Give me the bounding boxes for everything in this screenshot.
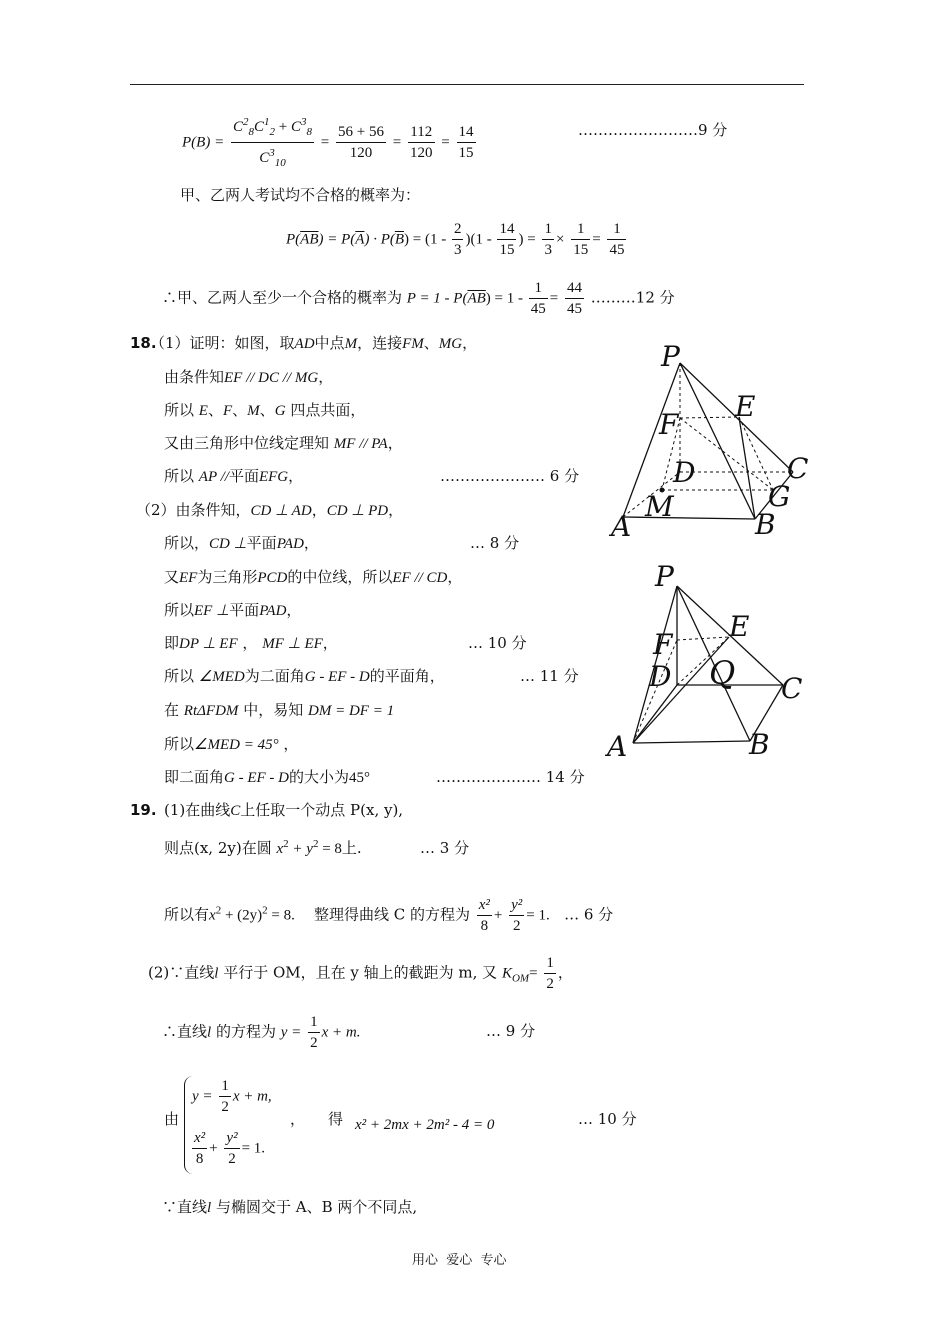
edge2-FE <box>677 637 729 640</box>
edge-FE <box>680 417 739 418</box>
q18-line-5: 所以 AP //平面EFG， <box>164 467 304 485</box>
q19-line-6-comma: ， <box>290 1110 306 1128</box>
q19-line-3: 所以有$x^2 + (2y)^2 = 8$. 整理得曲线 C 的方程为 $\frac{\text{x²}}{8}$ + $\frac{\text{y²}}{2}$ = 1. … 6 分 <box>164 897 614 934</box>
label2-Q: Q <box>709 654 736 692</box>
q19-line-2: 则点(x, 2y)在圆 $x^2 + y^2 = 8$上. <box>164 838 362 857</box>
q19-line-6-de: 得 <box>328 1110 344 1128</box>
q18-line-11: 所以 ∠MED为二面角G - EF - D的平面角， <box>164 667 445 685</box>
pb-fraction-3: $\frac{112}{120}$ <box>410 124 433 161</box>
pb-lhs: P(B) = <box>182 134 225 151</box>
pb-equation <box>182 112 478 173</box>
footer-text: 用心 爱心 专心 <box>412 1253 507 1268</box>
label-D: D <box>673 456 696 489</box>
q19-line-6-you: 由 <box>164 1110 180 1128</box>
pb-score: ……………………9 分 <box>578 121 728 139</box>
system-eq-1-frac: $\frac{1}{2}$ <box>221 1078 229 1115</box>
q18-line-12: 在 RtΔFDM 中，易知 DM = DF = 1 <box>164 701 395 719</box>
label2-E: E <box>729 610 750 643</box>
label-M: M <box>645 490 674 523</box>
both-fail-equation: $P(\overline{AB}) = P(\overline{A}) \cdot P(\overline{B}) = (1$ - $\frac{2}{3}$ )(1 - $\frac{14}{15}$ ) = $\frac{1}{3}$ × $\frac{1}{15}$ = $\frac{1}{45}$ <box>286 221 625 258</box>
header-rule <box>130 84 804 85</box>
q18-score-8: … 8 分 <box>470 534 520 552</box>
system-eq-2-frac-1: $\frac{\text{x²}}{8}$ <box>194 1130 206 1167</box>
figure-1-pyramid <box>605 336 820 546</box>
system-eq-2: $\frac{\text{x²}}{8}$ + $\frac{\text{y²}}{2}$ = 1. <box>194 1130 266 1167</box>
q19-l5-frac: $\frac{1}{2}$ <box>310 1014 318 1051</box>
both-fail-text: 甲、乙两人考试均不合格的概率为： <box>180 186 421 204</box>
q18-line-1: （1）证明：如图，取AD中点M，连接FM、MG， <box>150 334 478 352</box>
q18-line-10: 即DP ⊥ EF ， MF ⊥ EF， <box>164 634 338 652</box>
q18-score-10: … 10 分 <box>468 634 527 652</box>
figure-2-pyramid <box>605 560 820 765</box>
q18-line-6: （2）由条件知，CD ⊥ AD，CD ⊥ PD， <box>136 501 404 519</box>
q18-line-8: 又EF为三角形PCD的中位线，所以EF // CD， <box>164 568 463 586</box>
q19-score-3: … 3 分 <box>420 839 470 857</box>
edge-PB <box>680 363 755 519</box>
label2-P: P <box>655 560 674 593</box>
q19-number: 19. <box>130 801 157 819</box>
both-fail-frac-3: $\frac{1}{3}$ <box>544 221 552 258</box>
label-G: G <box>768 480 791 513</box>
pb-eq1: = <box>320 134 330 151</box>
q18-line-13: 所以∠MED = 45° ， <box>164 735 299 753</box>
q19-score-10: … 10 分 <box>578 1110 637 1128</box>
at-least-one-frac-1: $\frac{1}{45}$ <box>530 280 546 317</box>
label-F: F <box>659 408 679 441</box>
q18-score-6: ………………… 6 分 <box>440 467 580 485</box>
edge2-AB <box>633 741 750 743</box>
q18-number: 18. <box>130 334 157 352</box>
q19-line-1: (1)在曲线C上任取一个动点 P(x, y), <box>164 801 404 819</box>
at-least-one-line: ∴甲、乙两人至少一个合格的概率为 $P = 1 - P(\overline{AB}) = 1$ - $\frac{1}{45}$ = $\frac{44}{45}$ ………12 分 <box>162 280 675 317</box>
q19-line-4: (2)∵直线l 平行于 OM，且在 y 轴上的截距为 m, 又 $K_{OM}=$ $\frac{1}{2}$ ， <box>148 955 573 992</box>
q18-line-9: 所以EF ⊥平面PAD， <box>164 601 302 619</box>
both-fail-frac-1: $\frac{2}{3}$ <box>453 221 462 258</box>
pb-eq3: = <box>441 134 450 151</box>
system-eq-2-frac-2: $\frac{\text{y²}}{2}$ <box>226 1130 238 1167</box>
at-least-one-frac-2: $\frac{44}{45}$ <box>567 280 582 317</box>
pb-fraction-4: $\frac{14}{15}$ <box>458 124 474 161</box>
both-fail-frac-2: $\frac{14}{15}$ <box>499 221 515 258</box>
q18-line-2: 由条件知EF // DC // MG， <box>164 368 334 386</box>
q18-line-7: 所以，CD ⊥平面PAD， <box>164 534 319 552</box>
q19-line-6-result: x² + 2mx + 2m² - 4 = 0 <box>355 1117 495 1133</box>
q19-l4-frac: $\frac{1}{2}$ <box>546 955 554 992</box>
pb-fraction-1 <box>231 112 314 173</box>
pb-fraction-2: $\frac{56 + 56}{120}$ <box>338 124 384 161</box>
pb-fraction-1-den: $C^3_{10}$ <box>259 147 286 169</box>
label-B: B <box>755 508 776 541</box>
pb-eq2: = <box>392 134 402 151</box>
label2-F: F <box>653 628 673 661</box>
label-E: E <box>735 390 756 423</box>
edge2-AD <box>633 685 677 743</box>
q18-line-4: 又由三角形中位线定理知 MF // PA， <box>164 434 403 452</box>
label2-D: D <box>649 660 672 693</box>
q19-l3-frac-2: $\frac{\text{y²}}{2}$ <box>511 897 523 934</box>
q18-score-14: ………………… 14 分 <box>436 768 585 786</box>
q19-line-7: ∵直线l 与椭圆交于 A、B 两个不同点, <box>162 1198 418 1216</box>
both-fail-frac-4: $\frac{1}{15}$ <box>573 221 589 258</box>
q19-l3-frac-1: $\frac{\text{x²}}{8}$ <box>478 897 490 934</box>
both-fail-frac-5: $\frac{1}{45}$ <box>609 221 625 258</box>
q19-score-9: … 9 分 <box>486 1022 536 1040</box>
label2-B: B <box>749 728 770 761</box>
edge-AB <box>623 517 755 519</box>
q18-score-11: … 11 分 <box>520 667 579 685</box>
label2-C: C <box>781 672 803 705</box>
label-A: A <box>611 510 632 543</box>
system-eq-1: y = $\frac{1}{2}$ x + m, <box>192 1078 272 1115</box>
label-C: C <box>787 452 809 485</box>
q19-line-5: ∴直线l 的方程为 y = $\frac{1}{2}$ x + m. <box>162 1014 361 1051</box>
q18-line-3: 所以 E、F、M、G 四点共面， <box>164 401 366 419</box>
label-P: P <box>661 340 680 373</box>
q18-line-14: 即二面角G - EF - D的大小为45° <box>164 768 371 786</box>
label2-A: A <box>607 730 628 763</box>
pb-fraction-1-num: $C^2_8C^1_2 + C^3_8$ <box>231 112 314 143</box>
